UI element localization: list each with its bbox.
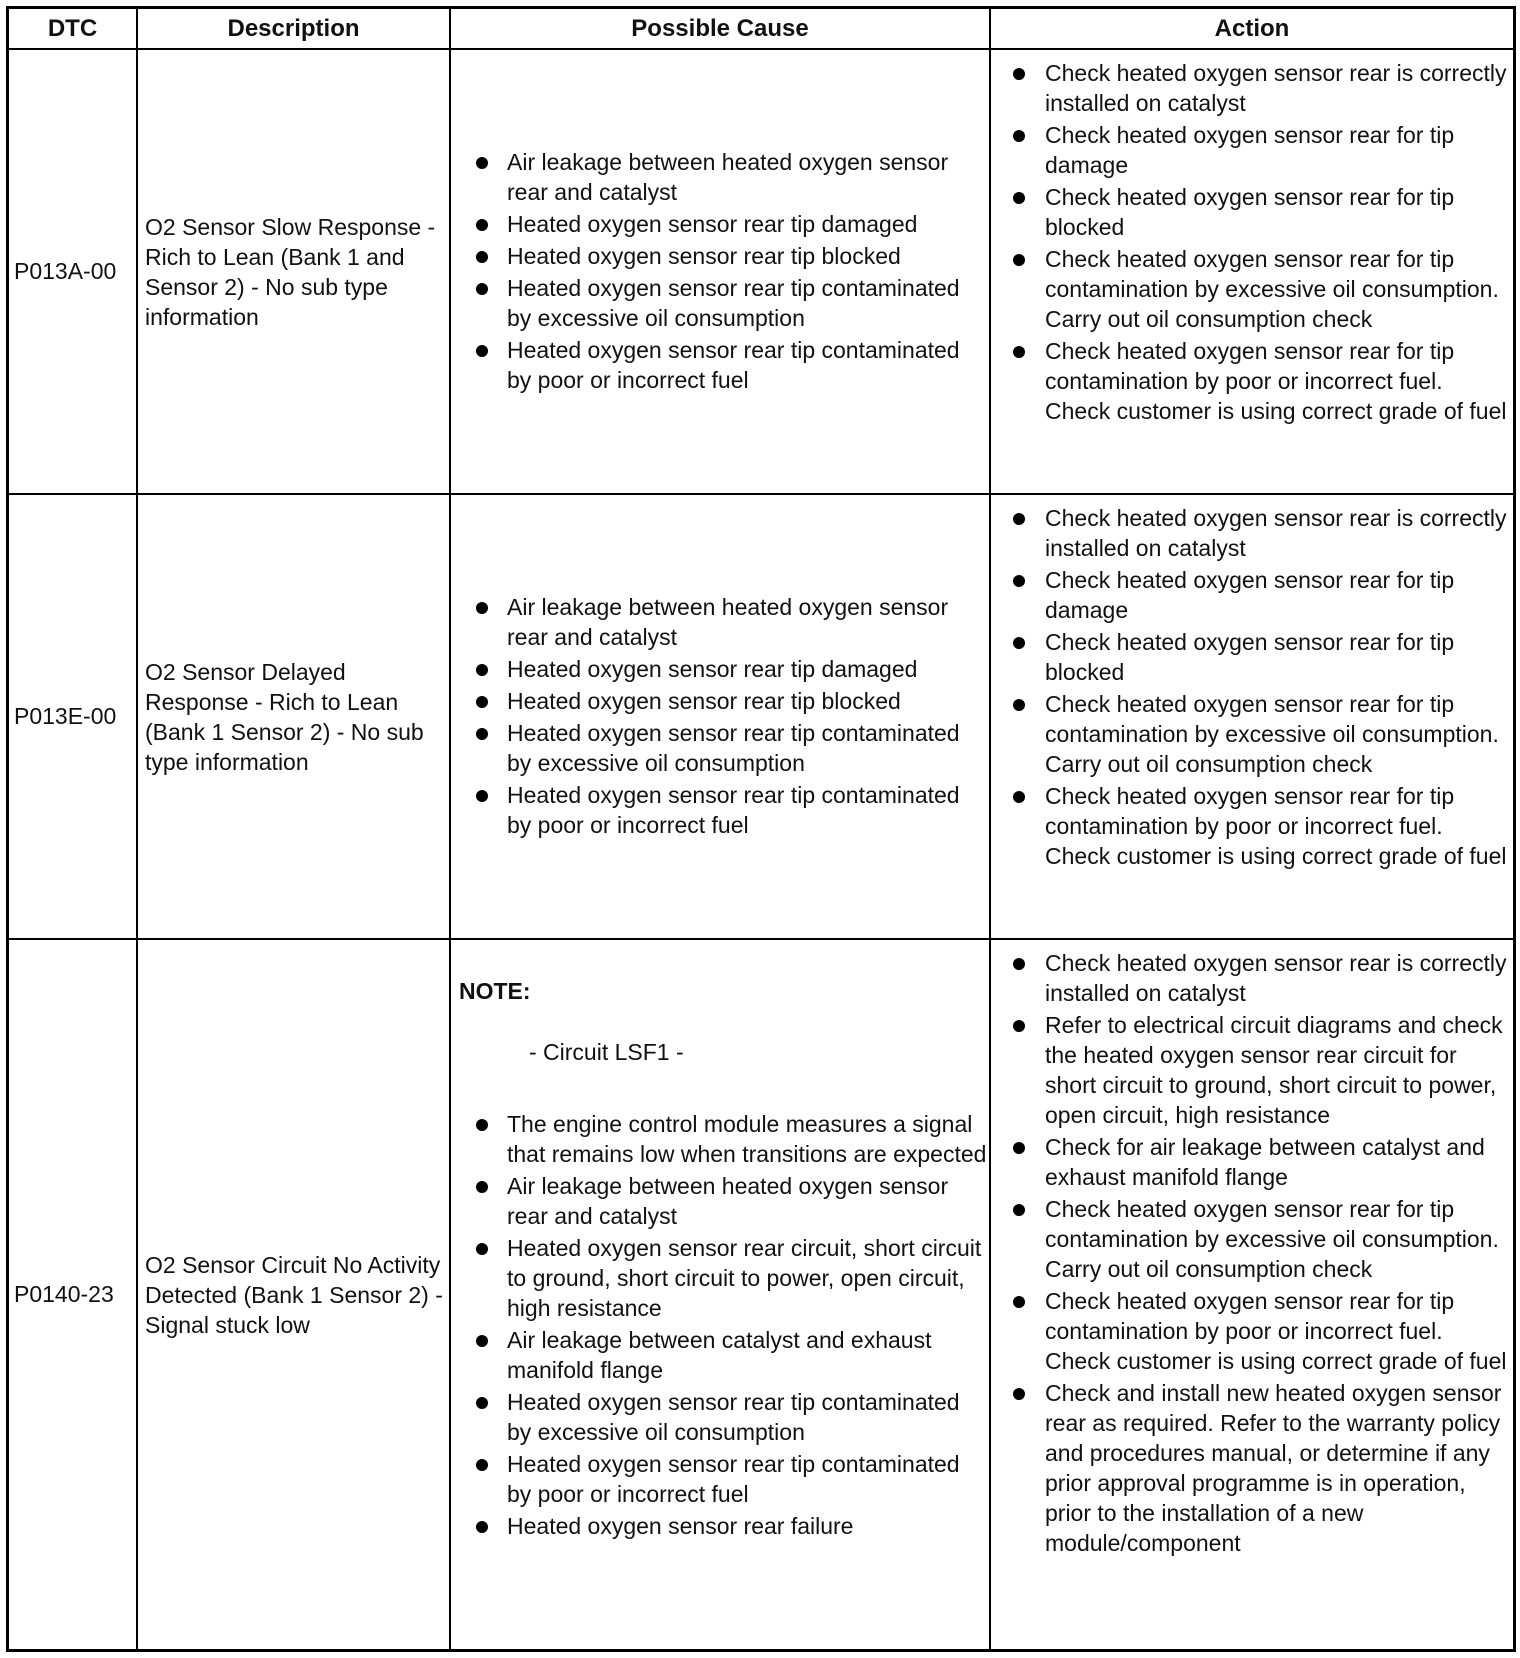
table-row bbox=[9, 493, 1513, 938]
dtc-code: P013A-00 bbox=[14, 258, 117, 284]
action-item: Check heated oxygen sensor rear for tip contamination by poor or incorrect fuel. Check customer is using correct grade of fuel bbox=[1045, 336, 1509, 426]
cause-item: The engine control module measures a signal that remains low when transitions are expected bbox=[507, 1109, 989, 1169]
cause-item: Heated oxygen sensor rear failure bbox=[507, 1511, 989, 1541]
action-item: Check heated oxygen sensor rear is correctly installed on catalyst bbox=[1045, 948, 1509, 1008]
table-row bbox=[9, 48, 1513, 493]
possible-cause-cell bbox=[449, 495, 989, 938]
action-list bbox=[1045, 948, 1509, 1558]
table-header bbox=[9, 9, 1513, 48]
action-item: Check heated oxygen sensor rear for tip contamination by excessive oil consumption. Carry out oil consumption check bbox=[1045, 689, 1509, 779]
action-item: Check for air leakage between catalyst and exhaust manifold flange bbox=[1045, 1132, 1509, 1192]
cause-item: Air leakage between heated oxygen sensor rear and catalyst bbox=[507, 1171, 989, 1231]
note-label: NOTE: bbox=[459, 978, 531, 1004]
cause-item: Heated oxygen sensor rear tip contaminated by poor or incorrect fuel bbox=[507, 780, 985, 840]
cause-item: Heated oxygen sensor rear tip damaged bbox=[507, 209, 985, 239]
dtc-description: O2 Sensor Circuit No Activity Detected (Bank 1 Sensor 2) - Signal stuck low bbox=[136, 940, 449, 1649]
header-action: Action bbox=[989, 9, 1513, 48]
header-description: Description bbox=[136, 9, 449, 48]
dtc-table bbox=[6, 6, 1516, 1652]
cause-item: Air leakage between catalyst and exhaust manifold flange bbox=[507, 1325, 989, 1385]
cause-item: Heated oxygen sensor rear tip contaminated by excessive oil consumption bbox=[507, 718, 985, 778]
action-item: Check heated oxygen sensor rear for tip blocked bbox=[1045, 627, 1509, 687]
table-row bbox=[9, 938, 1513, 1649]
cause-item: Air leakage between heated oxygen sensor rear and catalyst bbox=[507, 592, 985, 652]
action-item: Check heated oxygen sensor rear for tip contamination by excessive oil consumption. Carry out oil consumption check bbox=[1045, 1194, 1509, 1284]
dtc-description: O2 Sensor Slow Response - Rich to Lean (Bank 1 and Sensor 2) - No sub type information bbox=[136, 50, 449, 493]
action-item: Check heated oxygen sensor rear for tip contamination by poor or incorrect fuel. Check customer is using correct grade of fuel bbox=[1045, 1286, 1509, 1376]
action-item: Check heated oxygen sensor rear for tip damage bbox=[1045, 120, 1509, 180]
cause-item: Heated oxygen sensor rear tip contaminated by poor or incorrect fuel bbox=[507, 1449, 989, 1509]
possible-cause-list bbox=[507, 147, 985, 397]
action-cell bbox=[989, 50, 1513, 493]
action-item: Check heated oxygen sensor rear for tip contamination by excessive oil consumption. Carry out oil consumption check bbox=[1045, 244, 1509, 334]
action-item: Check heated oxygen sensor rear for tip damage bbox=[1045, 565, 1509, 625]
possible-cause-cell bbox=[449, 940, 989, 1649]
action-list bbox=[1045, 503, 1509, 871]
action-list bbox=[1045, 58, 1509, 426]
cause-item: Heated oxygen sensor rear tip damaged bbox=[507, 654, 985, 684]
header-dtc: DTC bbox=[47, 14, 98, 42]
possible-cause-list bbox=[507, 592, 985, 842]
dtc-code: P013E-00 bbox=[14, 703, 117, 729]
action-cell bbox=[989, 940, 1513, 1649]
action-item: Refer to electrical circuit diagrams and check the heated oxygen sensor rear circuit for short circuit to ground, short circuit to power, open circuit, high resistance bbox=[1045, 1010, 1509, 1130]
action-item: Check heated oxygen sensor rear for tip blocked bbox=[1045, 182, 1509, 242]
cause-item: Heated oxygen sensor rear tip contaminated by excessive oil consumption bbox=[507, 1387, 989, 1447]
action-cell bbox=[989, 495, 1513, 938]
action-item: Check and install new heated oxygen sensor rear as required. Refer to the warranty policy and procedures manual, or determine if any prior approval programme is in operation, prior to the installation of a new module/component bbox=[1045, 1378, 1509, 1558]
possible-cause-list bbox=[451, 1109, 989, 1541]
note-circuit: - Circuit LSF1 - bbox=[529, 1039, 684, 1065]
cause-item: Heated oxygen sensor rear tip blocked bbox=[507, 686, 985, 716]
action-item: Check heated oxygen sensor rear is correctly installed on catalyst bbox=[1045, 503, 1509, 563]
cause-item: Air leakage between heated oxygen sensor rear and catalyst bbox=[507, 147, 985, 207]
cause-item: Heated oxygen sensor rear tip contaminated by poor or incorrect fuel bbox=[507, 335, 985, 395]
action-item: Check heated oxygen sensor rear is correctly installed on catalyst bbox=[1045, 58, 1509, 118]
dtc-code: P0140-23 bbox=[14, 1281, 114, 1307]
cause-item: Heated oxygen sensor rear circuit, short circuit to ground, short circuit to power, open circuit, high resistance bbox=[507, 1233, 989, 1323]
header-possible-cause: Possible Cause bbox=[449, 9, 989, 48]
dtc-description: O2 Sensor Delayed Response - Rich to Lean (Bank 1 Sensor 2) - No sub type information bbox=[136, 495, 449, 938]
possible-cause-cell bbox=[449, 50, 989, 493]
cause-item: Heated oxygen sensor rear tip blocked bbox=[507, 241, 985, 271]
cause-item: Heated oxygen sensor rear tip contaminated by excessive oil consumption bbox=[507, 273, 985, 333]
action-item: Check heated oxygen sensor rear for tip contamination by poor or incorrect fuel. Check customer is using correct grade of fuel bbox=[1045, 781, 1509, 871]
